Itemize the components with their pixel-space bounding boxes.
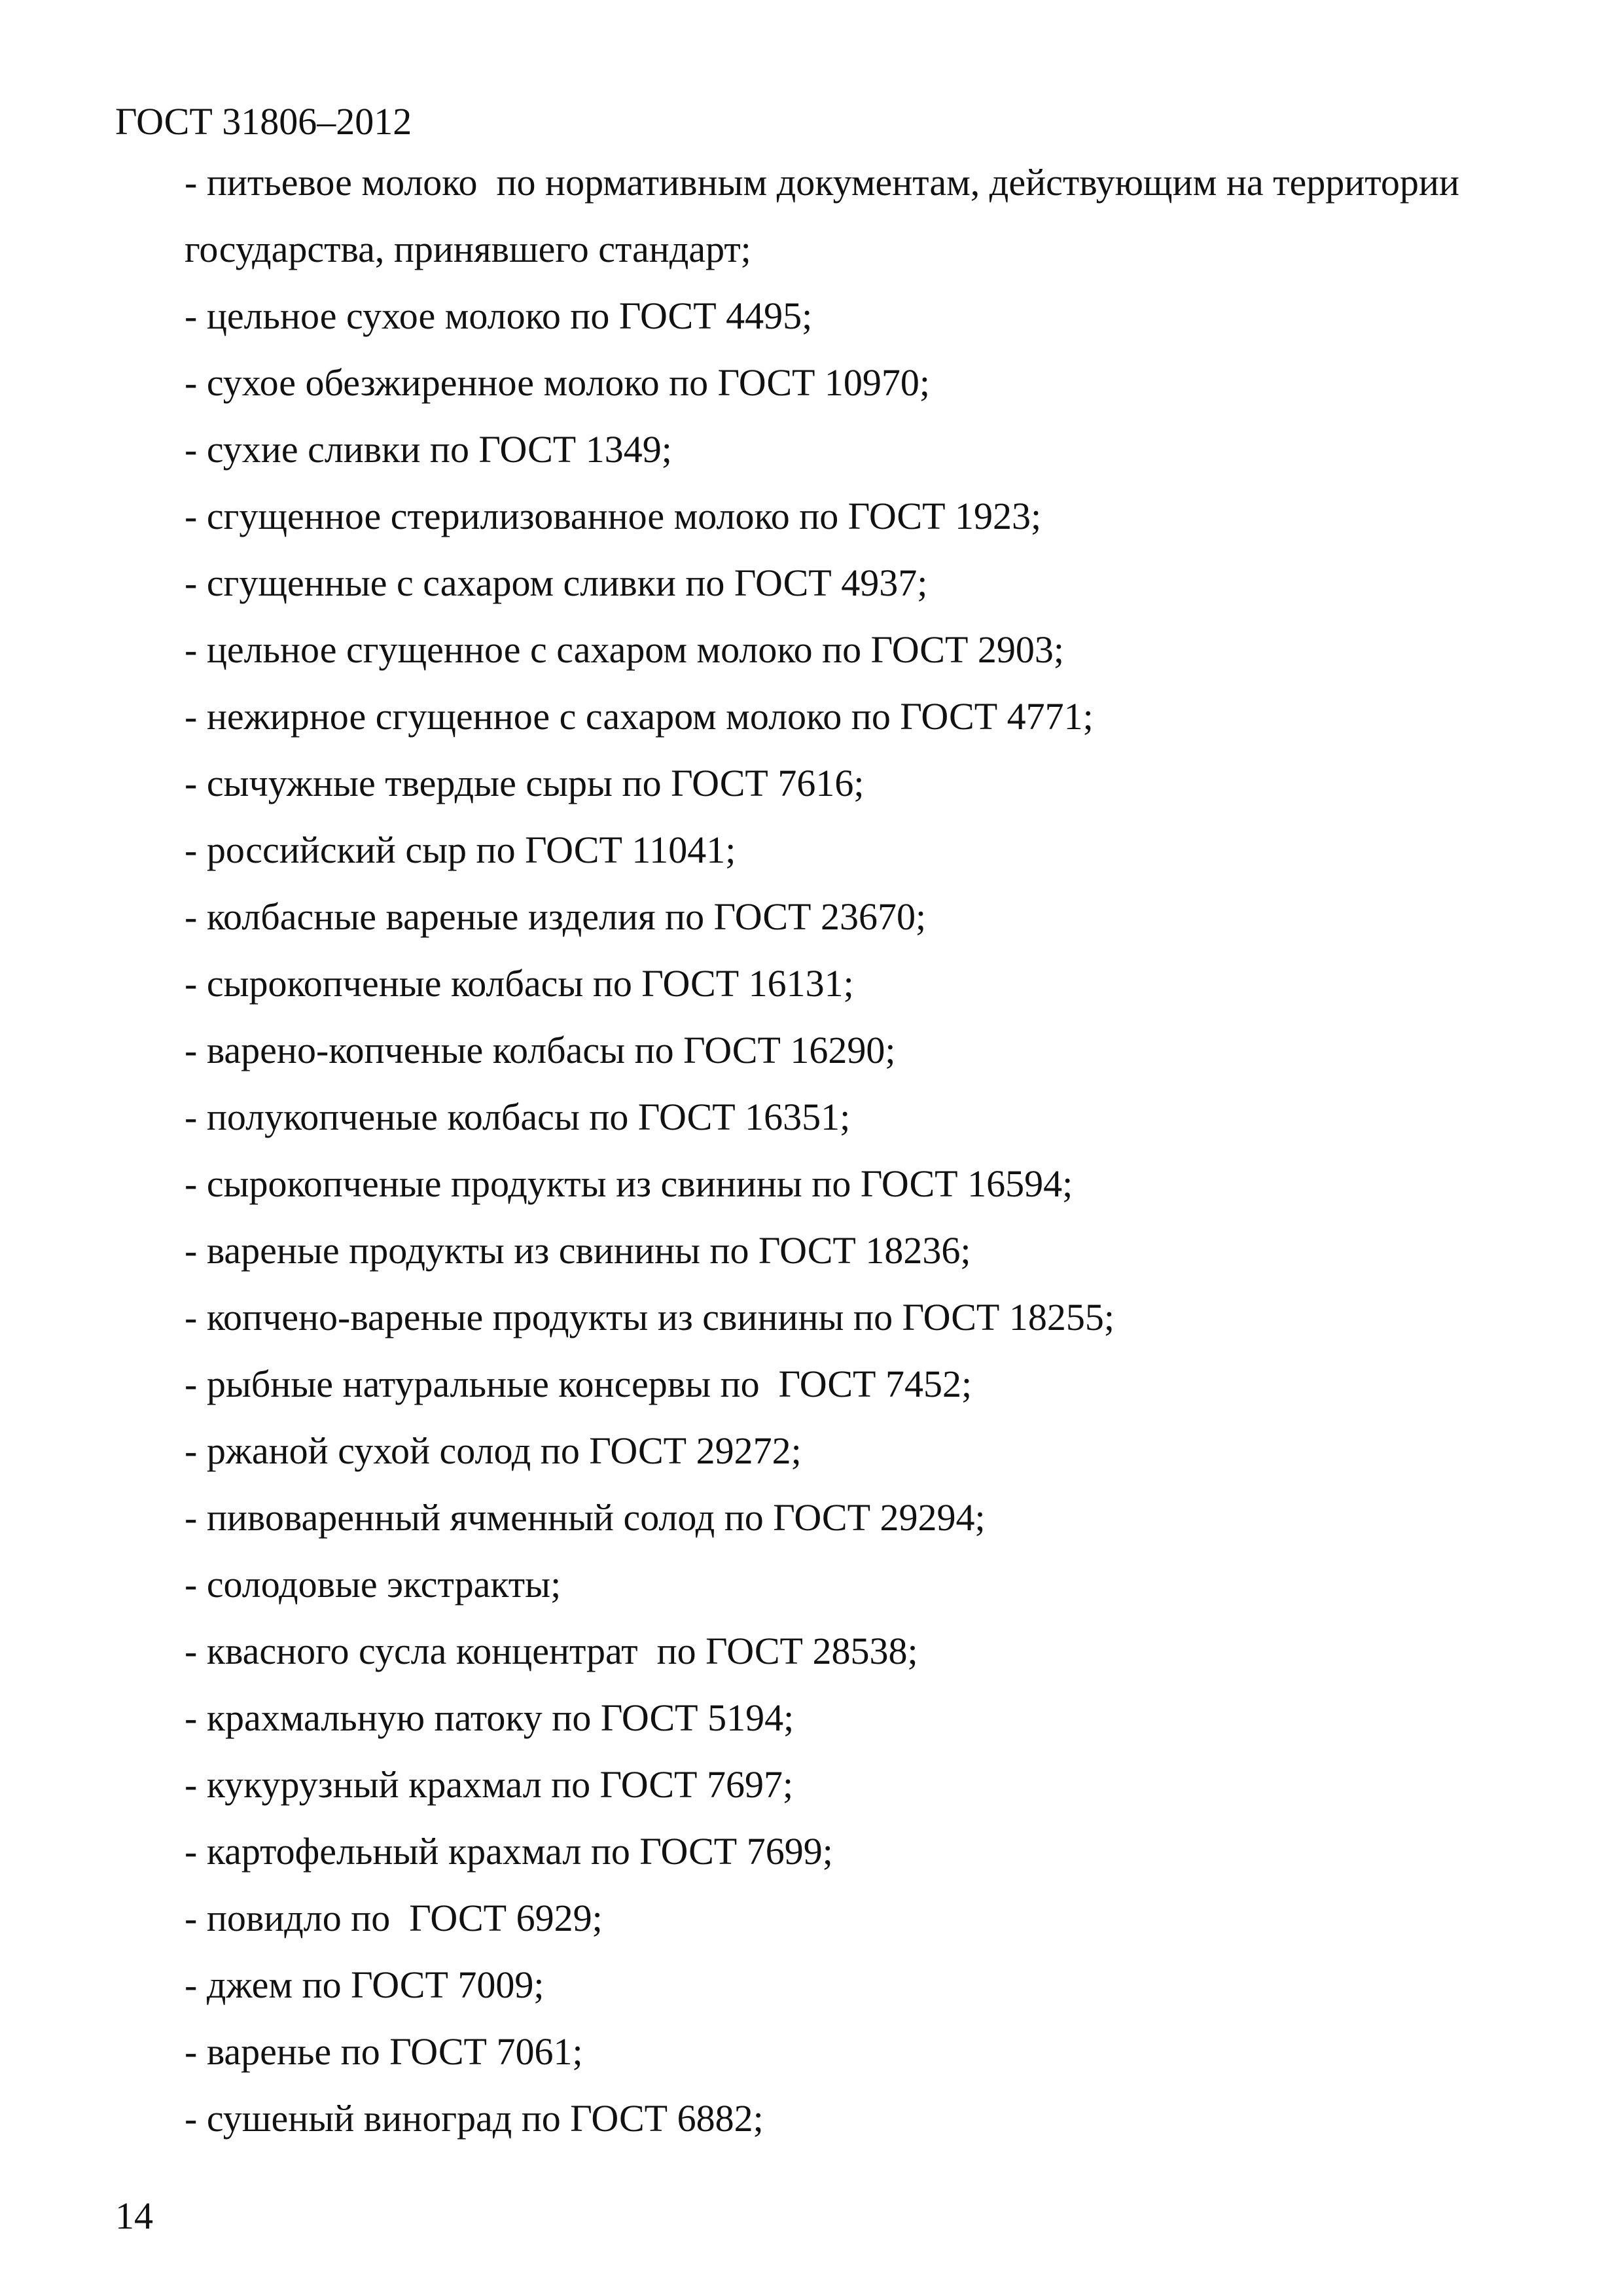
list-item: - нежирное сгущенное с сахаром молоко по ГОСТ 4771; [185, 695, 1094, 738]
list-item: - кукурузный крахмал по ГОСТ 7697; [185, 1763, 794, 1806]
list-item: - повидло по ГОСТ 6929; [185, 1897, 603, 1939]
list-item: - копчено-вареные продукты из свинины по ГОСТ 18255; [185, 1296, 1115, 1338]
list-item: - сгущенное стерилизованное молоко по ГОСТ 1923; [185, 495, 1042, 537]
list-item: - сырокопченые колбасы по ГОСТ 16131; [185, 962, 854, 1005]
list-item: - квасного сусла концентрат по ГОСТ 28538; [185, 1630, 918, 1672]
list-item: - варенье по ГОСТ 7061; [185, 2030, 583, 2073]
list-item: - сушеный виноград по ГОСТ 6882; [185, 2097, 764, 2140]
list-item: - крахмальную патоку по ГОСТ 5194; [185, 1696, 794, 1739]
list-item: - полукопченые колбасы по ГОСТ 16351; [185, 1096, 851, 1138]
list-item: - пивоваренный ячменный солод по ГОСТ 29294; [185, 1496, 986, 1539]
page-number: 14 [115, 2195, 153, 2237]
list-item: - цельное сухое молоко по ГОСТ 4495; [185, 295, 813, 337]
list-item: - питьевое молоко по нормативным документам, действующим на территории [185, 161, 1459, 204]
list-item: - сычужные твердые сыры по ГОСТ 7616; [185, 762, 865, 804]
list-item: - солодовые экстракты; [185, 1563, 562, 1605]
list-item: - сырокопченые продукты из свинины по ГОСТ 16594; [185, 1162, 1073, 1205]
list-item: - российский сыр по ГОСТ 11041; [185, 829, 736, 871]
list-item: - сухое обезжиренное молоко по ГОСТ 10970; [185, 361, 931, 404]
list-item: - сухие сливки по ГОСТ 1349; [185, 428, 672, 471]
list-item: - колбасные вареные изделия по ГОСТ 23670; [185, 895, 927, 938]
standards-list [185, 149, 1459, 2152]
list-item: - цельное сгущенное с сахаром молоко по ГОСТ 2903; [185, 628, 1065, 671]
list-item-continuation: государства, принявшего стандарт; [185, 228, 751, 270]
list-item: - джем по ГОСТ 7009; [185, 1964, 544, 2006]
list-item: - варено-копченые колбасы по ГОСТ 16290; [185, 1029, 896, 1071]
list-item: - картофельный крахмал по ГОСТ 7699; [185, 1830, 833, 1873]
list-item: - сгущенные с сахаром сливки по ГОСТ 4937; [185, 562, 928, 604]
list-item: - вареные продукты из свинины по ГОСТ 18236; [185, 1229, 971, 1272]
document-header: ГОСТ 31806–2012 [115, 100, 412, 143]
list-item: - ржаной сухой солод по ГОСТ 29272; [185, 1429, 802, 1472]
list-item: - рыбные натуральные консервы по ГОСТ 7452; [185, 1363, 972, 1405]
